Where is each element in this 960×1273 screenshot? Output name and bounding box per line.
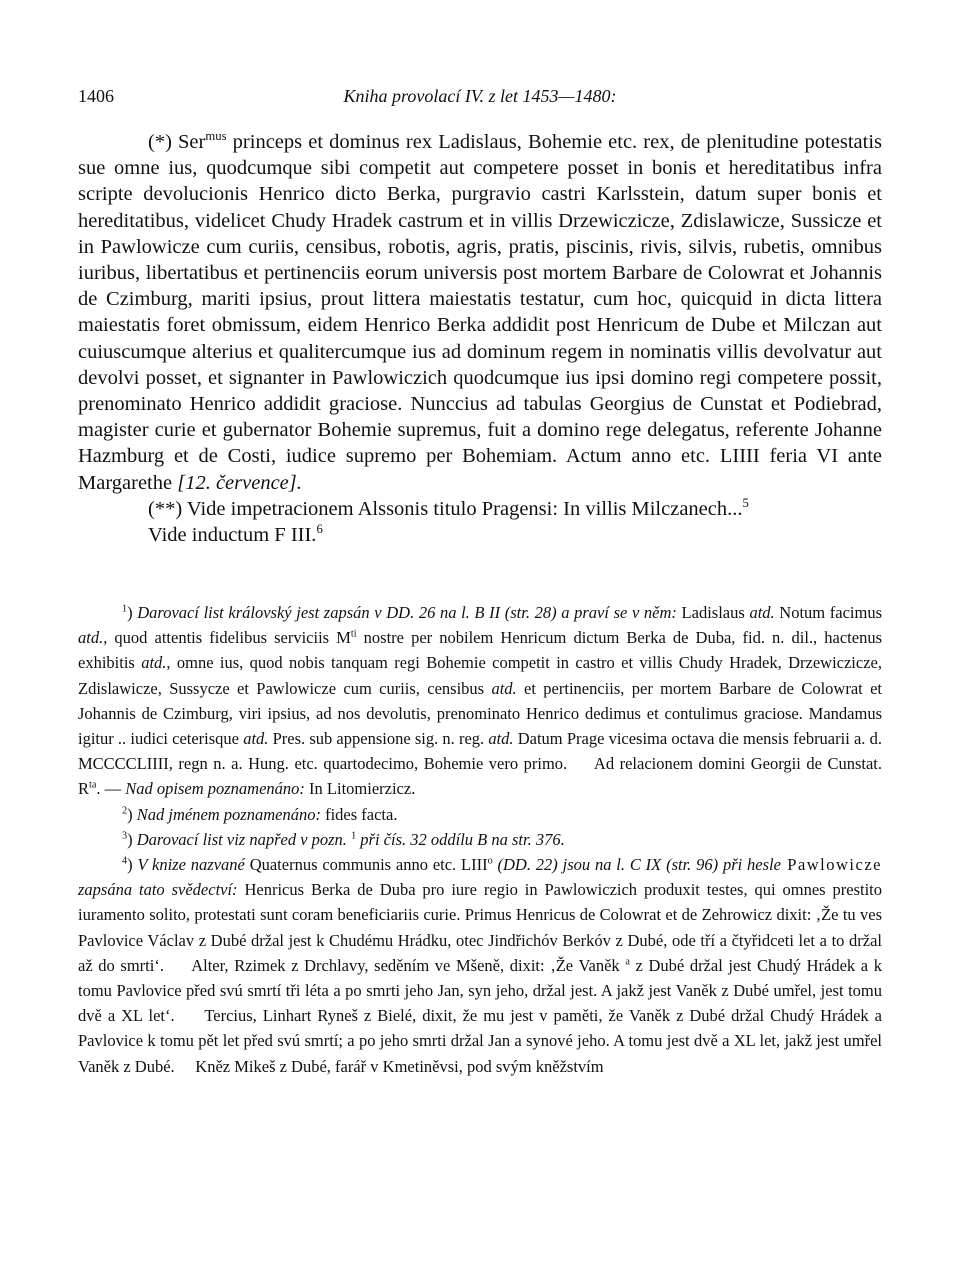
footnote-number: 2 — [122, 805, 128, 817]
footnote-2: $^2$) Nad jménem poznamenáno: fides facta. — [122, 804, 398, 824]
running-head: Kniha provolací IV. z let 1453—1480: — [343, 86, 617, 106]
footnote-4: $^4$) V knize nazvané Quaternus communis anno etc. LIII$^o$ (DD. 22) jsou na l. C IX (str. 96) při hesle Pawlowicze zapsána tato svědectví: Henricus Berka de Duba pro iure regio in Pawlowiczich produxit testes, qui omnes prestito iuramento solito, protestati sunt coram beneficiariis curie. Primus Henricus de Colowrat et de Zehrowicz dixit: ‚Že tu ves Pavlovice Václav z Dubé držal jest k Chudému Hrádku, otec Jindřichóv Berkóv z Dubé, ode tří a čtyřidceti let a to držal až do smrti‘. Alter, Rzimek z Drchlavy, seděním ve Mšeně, dixit: ‚Že Vaněk $^a$ z Dubé držal jest Chudý Hrádek a k tomu Pavlovice před svú smrtí tři léta a po smrti jeho Jan, syn jeho, držal jest. A jakž jest Vaněk z Dubé umřel, jest tomu dvě a XL let‘. Tercius, Linhart Ryneš z Bielé, dixit, že mu jest v paměti, že Vaněk z Dubé držal Chudý Hrádek a Pavlovice k tomu pět let před svú smrtí; a po jeho smrti držal Jan a synové jeho. A tomu jest dvě a XL let, jakž jest umřel Vaněk z Dubé. Kněz Mikeš z Dubé, farář v Kmetiněvsi, pod svým kněžstvím — [78, 855, 887, 1076]
entry-date: [12. července]. — [177, 471, 302, 494]
entry-paragraph: (*) Ser$^{mus}$ princeps et dominus rex Ladislaus, Bohemie etc. rex, de plenitudine potestatis sue omne ius, quodcumque sibi competit aut competere posset in bonis et hereditatibus infra scripte devolucionis Henrico dicto Berka, purgravio castri Karlsstein, datum super bonis et hereditatibus, videlicet Chudy Hradek castrum et in villis Drzewiczicze, Zdislawicze, Sussicze et in Pawlowicze cum curiis, censibus, robotis, agris, pratis, piscinis, rivis, silvis, rubetis, omnibus iuribus, libertatibus et pertinenciis eorum universis post mortem Barbare de Colowrat et Johannis de Czimburg, mariti ipsius, prout littera maiestatis testatur, cum hoc, quicquid in dicta littera maiestatis foret obmissum, eidem Henrico Berka addidit post Henricum de Dube et Milczan aut cuiuscumque alterius et qualitercumque ius ad dominum regem in nominatis villis devolvatur aut devolvi posset, et signanter in Pawlowiczich quodcumque ius ipsi domino regi competere possit, prenominato Henrico addidit graciose. Nunccius ad tabulas Georgius de Cunstat et Podiebrad, magister curie et gubernator Bohemie supremus, fuit a domino rege delegatus, referente Johanne Hazmburg et de Costi, iudice supremo per Bohemiam. Actum anno etc. LIIII feria VI ante Margarethe [12. července]. — [78, 129, 882, 494]
footnote-number: 4 — [122, 855, 128, 867]
footnote-1: $^1$) Darovací list královský jest zapsán v DD. 26 na l. B II (str. 28) a praví se v něm: Ladislaus atd. Notum facimus atd., quod attentis fidelibus serviciis $M^{ti}$ nostre per nobilem Henricum dictum Berka de Duba, fid. n. dil., hactenus exhibitis atd., omne ius, quod nobis tanquam regi Bohemie competit in castro et villis Chudy Hradek, Drzewiczicze, Zdislawicze, Sussycze et Pawlowicze cum curiis, censibus atd. et pertinenciis, per mortem Barbare de Colowrat et Johannis de Czimburg, viri ipsius, ad nos devolutis, prenominato Henrico dedimus et contulimus graciose. Mandamus igitur .. iudici ceterisque atd. Pres. sub appensione sig. n. reg. atd. Datum Prage vicesima octava die mensis februarii a. d. MCCCCLIIII, regn n. a. Hung. etc. quartodecimo, Bohemie vero primo. Ad relacionem domini Georgii de Cunstat. $R^{ta}$. — Nad opisem poznamenáno: In Litomierzicz. — [78, 603, 903, 799]
footnote-ref: 6 — [316, 522, 323, 537]
footnotes — [78, 600, 903, 1079]
cross-reference-line: Vide inductum F III.$^6$ — [148, 522, 323, 547]
page-header — [78, 86, 882, 114]
entry-text: princeps et dominus rex Ladislaus, Bohemie etc. rex, de plenitudine potestatis sue omne ius, quodcumque sibi competit aut competere posset in bonis et hereditatibus infra scripte devolucionis Henrico dicto Berka, purgravio castri Karlsstein, datum super bonis et hereditatibus, videlicet Chudy Hradek castrum et in villis Drzewiczicze, Zdislawicze, Sussicze et in Pawlowicze cum curiis, censibus, robotis, agris, pratis, piscinis, rivis, silvis, rubetis, omnibus iuribus, libertatibus et pertinenciis eorum universis post mortem Barbare de Colowrat et Johannis de Czimburg, mariti ipsius, prout littera maiestatis testatur, cum hoc, quicquid in dicta littera maiestatis foret obmissum, eidem Henrico Berka addidit post Henricum de Dube et Milczan aut cuiuscumque alterius et qualitercumque ius ad dominum regem in nominatis villis devolvatur aut devolvi posset, et signanter in Pawlowiczich quodcumque ius ipsi domino regi competere possit, prenominato Henrico addidit graciose. Nunccius ad tabulas Georgius de Cunstat et Podiebrad, magister curie et gubernator Bohemie supremus, fuit a domino rege delegatus, referente Johanne Hazmburg et de Costi, iudice supremo per Bohemiam. Actum anno etc. LIIII feria VI ante Margarethe — [78, 131, 882, 494]
main-text — [78, 129, 882, 548]
footnote-number: 3 — [122, 830, 128, 842]
page-number: 1406 — [78, 86, 114, 106]
footnote-3: $^3$) Darovací list viz napřed v pozn. $^1$ při čís. 32 oddílu B na str. 376. — [122, 829, 565, 849]
footnote-ref: 5 — [742, 496, 749, 511]
cross-reference: (**) Vide impetracionem Alssonis titulo Pragensi: In villis Milczanech...$^5$ — [148, 496, 749, 520]
footnote-number: 1 — [122, 603, 128, 615]
note-mark: (*) — [148, 131, 172, 153]
